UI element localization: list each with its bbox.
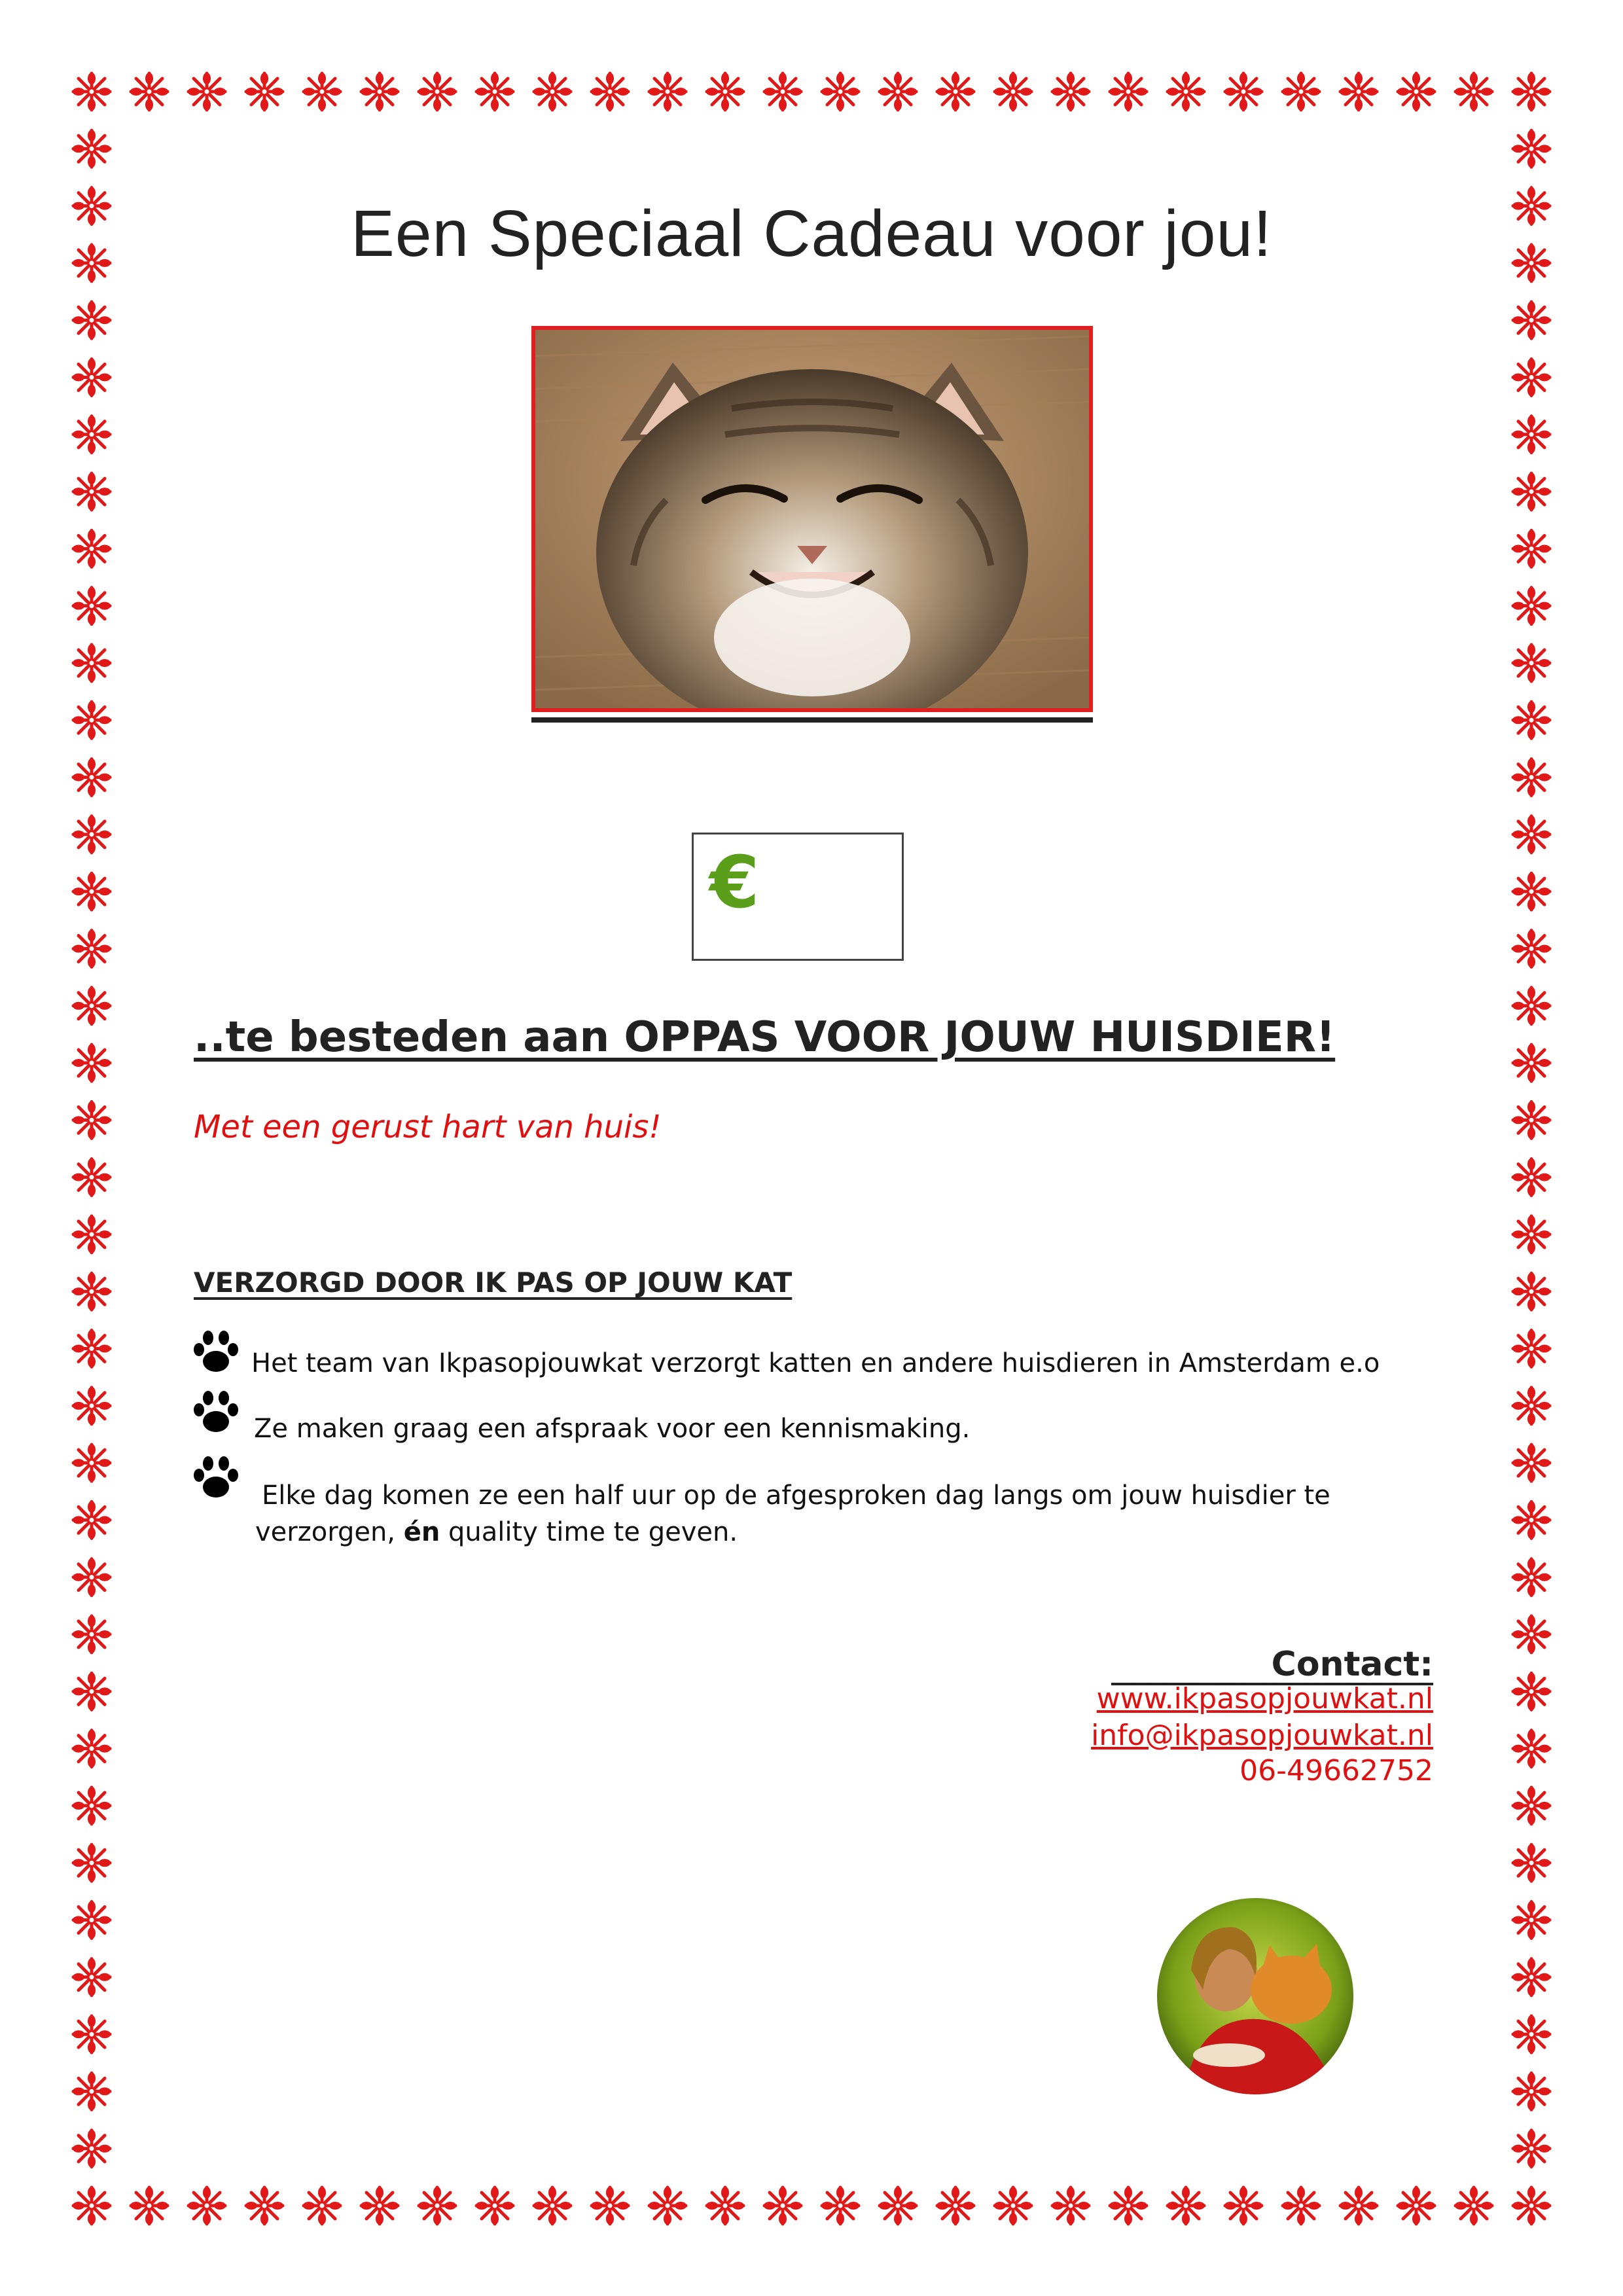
star-ornament-icon [1512,1387,1550,1425]
star-ornament-icon [1052,73,1090,111]
star-ornament-icon [1512,1672,1550,1710]
star-ornament-icon [1512,1272,1550,1310]
star-ornament-icon [73,1272,111,1310]
star-ornament-icon [73,929,111,967]
star-ornament-icon [1340,2187,1378,2225]
star-ornament-icon [245,73,283,111]
star-ornament-icon [73,1730,111,1768]
star-ornament-icon [73,1672,111,1710]
star-ornament-icon [1512,1844,1550,1882]
star-ornament-icon [1340,73,1378,111]
star-ornament-icon [879,73,917,111]
star-ornament-icon [1224,2187,1262,2225]
paw-icon [190,1329,242,1376]
star-ornament-icon [73,1844,111,1882]
photo-underline [531,717,1093,723]
star-ornament-icon [73,1558,111,1596]
star-ornament-icon [1397,2187,1435,2225]
star-ornament-icon [1512,1330,1550,1368]
star-ornament-icon [476,2187,514,2225]
star-ornament-icon [1512,1787,1550,1825]
star-ornament-icon [649,73,687,111]
star-ornament-icon [73,1215,111,1253]
star-ornament-icon [533,2187,571,2225]
star-ornament-icon [1512,1958,1550,1996]
star-ornament-icon [73,759,111,797]
star-ornament-icon [73,301,111,339]
section-title: VERZORGD DOOR IK PAS OP JOUW KAT [194,1266,793,1299]
star-ornament-icon [73,1101,111,1139]
star-ornament-icon [73,2015,111,2053]
star-ornament-icon [1512,1158,1550,1196]
star-ornament-icon [73,1787,111,1825]
star-ornament-icon [188,73,226,111]
page-title: Een Speciaal Cadeau voor jou! [351,197,1272,270]
star-ornament-icon [1512,73,1550,111]
star-ornament-icon [1397,73,1435,111]
star-ornament-icon [706,73,744,111]
star-ornament-icon [73,473,111,511]
star-ornament-icon [1512,1444,1550,1482]
star-ornament-icon [303,73,341,111]
bullet-text-3-line-1: Elke dag komen ze een half uur op de afgesproken dag langs om jouw huisdier te [262,1480,1330,1511]
star-ornament-icon [73,1958,111,1996]
star-ornament-icon [1512,644,1550,682]
star-ornament-icon [73,587,111,625]
star-ornament-icon [1282,73,1320,111]
star-ornament-icon [1455,2187,1493,2225]
star-ornament-icon [130,73,168,111]
smiling-kitten-photo-icon [535,330,1089,708]
tagline: Met een gerust hart van huis! [194,1109,662,1145]
star-ornament-icon [994,2187,1032,2225]
star-ornament-icon [1512,130,1550,168]
star-ornament-icon [1512,2130,1550,2168]
star-ornament-icon [1512,701,1550,739]
bullet-text-3-pre: verzorgen, [255,1517,404,1547]
star-ornament-icon [1512,2015,1550,2053]
star-ornament-icon [73,644,111,682]
star-ornament-icon [130,2187,168,2225]
star-ornament-icon [1512,1730,1550,1768]
phone-number: 06-49662752 [1240,1754,1433,1787]
email-link[interactable]: info@ikpasopjouwkat.nl [1091,1719,1433,1752]
contact-heading: Contact: [1111,1647,1433,1685]
amount-box [692,833,904,961]
star-ornament-icon [245,2187,283,2225]
star-ornament-icon [1512,358,1550,396]
star-ornament-icon [73,73,111,111]
star-ornament-icon [73,416,111,454]
star-ornament-icon [1167,73,1205,111]
star-ornament-icon [73,701,111,739]
star-ornament-icon [1282,2187,1320,2225]
bullet-text-3-bold: én [403,1517,440,1547]
star-ornament-icon [879,2187,917,2225]
star-ornament-icon [1512,1101,1550,1139]
star-ornament-icon [73,1501,111,1539]
paw-icon [190,1454,242,1501]
website-link[interactable]: www.ikpasopjouwkat.nl [1096,1682,1433,1715]
star-ornament-icon [1052,2187,1090,2225]
star-ornament-icon [1455,73,1493,111]
star-ornament-icon [936,2187,974,2225]
star-ornament-icon [1512,2187,1550,2225]
star-ornament-icon [764,2187,802,2225]
star-ornament-icon [1109,2187,1147,2225]
star-ornament-icon [73,1330,111,1368]
star-ornament-icon [73,2130,111,2168]
star-ornament-icon [1512,473,1550,511]
kitten-photo [531,326,1093,712]
star-ornament-icon [476,73,514,111]
star-ornament-icon [764,73,802,111]
star-ornament-icon [188,2187,226,2225]
star-ornament-icon [1512,1215,1550,1253]
star-ornament-icon [1512,1044,1550,1082]
paw-icon [190,1389,242,1436]
star-ornament-icon [73,2072,111,2110]
bullet-text-1: Het team van Ikpasopjouwkat verzorgt katten en andere huisdieren in Amsterdam e.o [251,1348,1380,1378]
star-ornament-icon [1512,929,1550,967]
star-ornament-icon [936,73,974,111]
star-ornament-icon [1512,529,1550,567]
euro-symbol: € [709,840,760,924]
bullet-text-2: Ze maken graag een afspraak voor een kennismaking. [254,1414,971,1444]
star-ornament-icon [73,1615,111,1653]
star-ornament-icon [1167,2187,1205,2225]
star-ornament-icon [73,1901,111,1939]
star-ornament-icon [361,73,399,111]
star-ornament-icon [418,73,456,111]
star-ornament-icon [994,73,1032,111]
star-ornament-icon [303,2187,341,2225]
star-ornament-icon [1512,872,1550,910]
star-ornament-icon [1512,1901,1550,1939]
star-ornament-icon [73,1158,111,1196]
bullet-text-3-line-2 [255,1517,738,1547]
star-ornament-icon [73,1444,111,1482]
star-ornament-icon [533,73,571,111]
star-ornament-icon [1512,759,1550,797]
star-ornament-icon [1512,1615,1550,1653]
avatar [1157,1898,1353,2094]
star-ornament-icon [1512,987,1550,1025]
star-ornament-icon [1512,587,1550,625]
star-ornament-icon [73,358,111,396]
star-ornament-icon [591,73,629,111]
star-ornament-icon [1512,301,1550,339]
star-ornament-icon [1224,73,1262,111]
star-ornament-icon [591,2187,629,2225]
star-ornament-icon [821,2187,859,2225]
star-ornament-icon [706,2187,744,2225]
star-ornament-icon [1512,816,1550,853]
bullet-text-3-post: quality time te geven. [440,1517,738,1547]
star-ornament-icon [73,2187,111,2225]
woman-with-cat-photo-icon [1157,1898,1353,2094]
star-ornament-icon [1512,2072,1550,2110]
star-ornament-icon [1512,416,1550,454]
star-ornament-icon [73,987,111,1025]
star-ornament-icon [1512,1558,1550,1596]
star-ornament-icon [73,816,111,853]
star-ornament-icon [418,2187,456,2225]
headline: ..te besteden aan OPPAS VOOR JOUW HUISDIER! [194,1013,1336,1062]
star-ornament-icon [73,130,111,168]
star-ornament-icon [361,2187,399,2225]
star-ornament-icon [649,2187,687,2225]
star-ornament-icon [73,872,111,910]
star-ornament-icon [821,73,859,111]
star-ornament-icon [73,1387,111,1425]
star-ornament-icon [73,529,111,567]
star-ornament-icon [1109,73,1147,111]
star-ornament-icon [1512,1501,1550,1539]
star-ornament-icon [73,1044,111,1082]
